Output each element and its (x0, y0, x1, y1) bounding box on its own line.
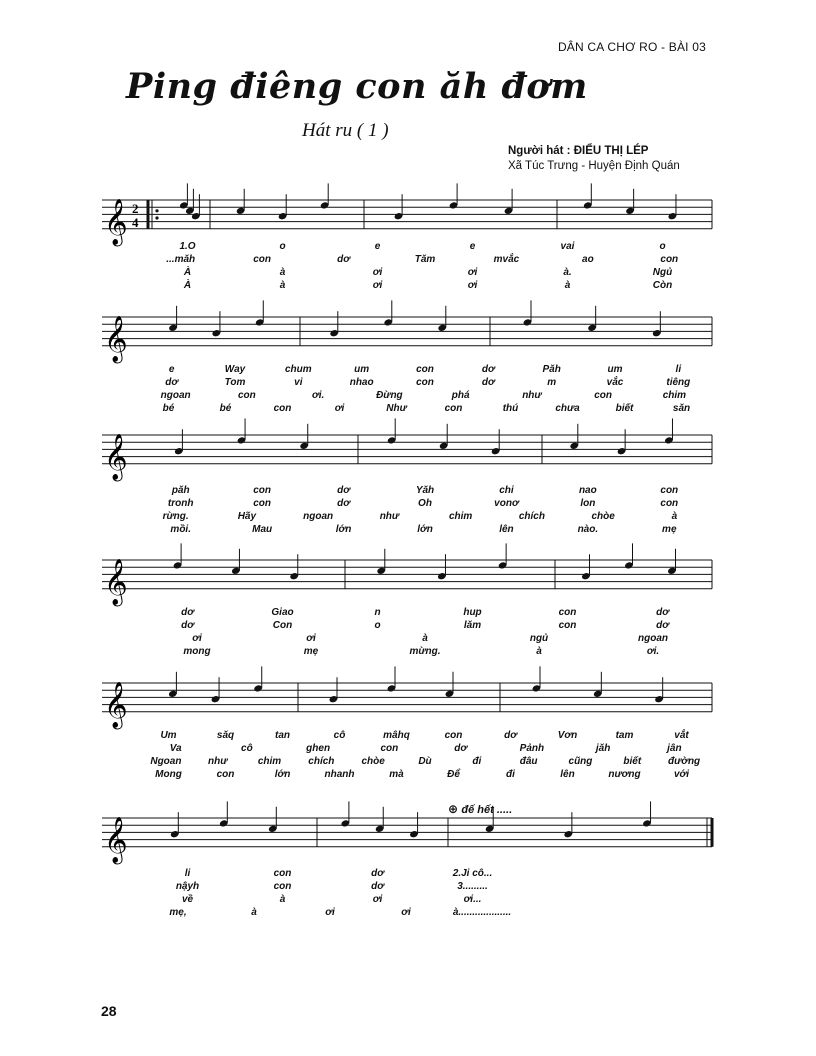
lyric-syllable: Oh (418, 498, 432, 509)
lyric-syllable: chích (518, 511, 545, 522)
lyric-syllable: chưa (555, 403, 580, 414)
lyric-syllable: ơi (306, 633, 316, 644)
lyric-syllable: à (564, 280, 571, 291)
lyric-syllable: 3......... (457, 881, 488, 892)
lyric-syllable: phá (451, 390, 470, 401)
lyric-syllable: Vơn (557, 730, 578, 741)
lyric-syllable: lớn (274, 769, 291, 780)
lyric-syllable: mà (389, 769, 404, 780)
lyric-syllable: lớn (417, 524, 433, 535)
lyric-syllable: con (660, 254, 679, 265)
lyric-syllable: Ngoan (150, 756, 182, 767)
lyric-syllable: ơi (372, 267, 383, 278)
lyric-syllable: đi (506, 769, 515, 780)
lyric-syllable: à. (563, 267, 572, 278)
lyric-line (100, 403, 720, 416)
lyric-syllable: à (536, 646, 542, 657)
lyric-syllable: chim (448, 511, 473, 522)
singer-credit: Người hát : ĐIỂU THỊ LÉP (508, 145, 649, 157)
lyric-line (100, 390, 720, 403)
lyric-syllable: e (168, 364, 175, 375)
lyric-line (100, 633, 720, 646)
lyric-syllable: biết (615, 403, 634, 414)
lyric-syllable: jân (667, 743, 682, 754)
lyric-line (100, 241, 720, 254)
lyric-syllable: Dù (418, 756, 432, 767)
lyric-syllable: về (181, 894, 194, 905)
lyric-syllable: con (380, 743, 399, 754)
lyric-syllable: à (251, 907, 257, 918)
lyric-syllable: cũng (568, 756, 593, 767)
lyric-syllable: rừng. (162, 511, 189, 522)
lyric-syllable: mvắc (493, 254, 520, 265)
lyric-syllable: Để (447, 769, 460, 780)
treble-clef-icon: 𝄞 (104, 315, 128, 362)
lyric-syllable: như (379, 511, 400, 522)
lyric-syllable: dơ (371, 881, 384, 892)
lyric-syllable: Mong (155, 769, 182, 780)
song-subtitle: Hát ru ( 1 ) (302, 120, 389, 141)
lyric-syllable: vi (294, 377, 303, 388)
lyric-syllable: ơi (467, 267, 478, 278)
lyric-syllable: con (558, 620, 577, 631)
lyric-syllable: ghen (306, 743, 331, 754)
lyric-syllable: mẹ, (169, 907, 187, 918)
lyric-syllable: con (416, 377, 434, 388)
lyric-syllable: dơ (454, 743, 468, 754)
lyric-syllable: mừng. (409, 646, 441, 657)
lyric-syllable: chích (308, 756, 335, 767)
lyric-syllable: chim (257, 756, 282, 767)
lyric-syllable: con (558, 607, 577, 618)
lyric-syllable: Way (224, 364, 246, 375)
lyric-syllable: dơ (481, 364, 495, 375)
lyric-line (100, 894, 720, 907)
lyric-syllable: à (422, 633, 428, 644)
lyric-syllable: ơi. (311, 390, 325, 401)
lyric-syllable: nào. (577, 524, 599, 535)
lyric-syllable: ơi (325, 907, 335, 918)
lyric-syllable: păh (171, 485, 190, 496)
lyric-syllable: lên (499, 524, 514, 535)
treble-clef-icon: 𝄞 (104, 681, 128, 728)
lyric-syllable: li (675, 364, 682, 375)
lyric-syllable: biết (623, 756, 642, 767)
lyric-syllable: nậyh (175, 881, 200, 892)
lyric-line (100, 254, 720, 267)
lyric-line (100, 620, 720, 633)
lyric-syllable: ơi (467, 280, 478, 291)
lyric-syllable: mẹ (303, 646, 319, 657)
lyric-syllable: Tom (224, 377, 246, 388)
lyric-syllable: mẹ (662, 524, 677, 535)
lyric-syllable: ơi (401, 907, 411, 918)
lyric-syllable: ngủ (529, 633, 549, 644)
lyric-syllable: 1.O (179, 241, 196, 252)
lyric-syllable: chòe (361, 756, 385, 767)
lyric-syllable: Tăm (414, 254, 436, 265)
lyric-syllable: vắt (674, 730, 689, 741)
lyric-syllable: dơ (165, 377, 179, 388)
lyric-syllable: à................... (452, 907, 512, 918)
lyric-syllable: ngoan (638, 633, 668, 644)
treble-clef-icon: 𝄞 (104, 558, 128, 605)
lyric-line (100, 730, 720, 743)
lyric-syllable: Còn (652, 280, 673, 291)
lyric-syllable: dơ (504, 730, 517, 741)
lyric-syllable: Um (160, 730, 177, 741)
lyric-syllable: Đừng (376, 390, 403, 401)
lyric-syllable: À (183, 267, 192, 278)
lyric-syllable: vai (560, 241, 575, 252)
page-number: 28 (101, 1003, 117, 1019)
lyric-syllable: Ngủ (652, 267, 673, 278)
lyric-syllable: con (253, 485, 272, 496)
lyric-syllable: Mau (252, 524, 273, 535)
lyric-syllable: chum (284, 364, 312, 375)
lyric-syllable: lớn (335, 524, 352, 535)
lyric-line (100, 646, 720, 659)
lyric-syllable: lăm (463, 620, 482, 631)
lyric-syllable: o (279, 241, 286, 252)
lyric-line (100, 511, 720, 524)
lyric-syllable: dơ (337, 254, 350, 265)
lyric-syllable: à (279, 894, 286, 905)
lyric-syllable: ngoan (303, 511, 334, 522)
lyric-syllable: cô (333, 730, 346, 741)
lyric-syllable: n (374, 607, 381, 618)
lyric-syllable: con (273, 868, 292, 879)
lyric-syllable: dơ (481, 377, 495, 388)
lyric-syllable: đâu (519, 756, 538, 767)
lyric-line (100, 524, 720, 537)
lyric-syllable: chi (499, 485, 514, 496)
lyric-syllable: ngoan (160, 390, 191, 401)
lyric-syllable: nao (578, 485, 597, 496)
lyric-line (100, 377, 720, 390)
lyric-line (100, 907, 720, 920)
lyric-syllable: ao (582, 254, 594, 265)
lyric-syllable: săn (672, 403, 691, 414)
treble-clef-icon: 𝄞 (104, 816, 128, 863)
lyric-syllable: thú (502, 403, 519, 414)
lyric-syllable: dơ (181, 620, 194, 631)
lyric-syllable: vắc (606, 377, 624, 388)
lyric-syllable: bé (162, 403, 175, 414)
lyric-syllable: nương (608, 769, 641, 780)
lyric-syllable: ơi (372, 894, 383, 905)
lyric-syllable: bé (219, 403, 232, 414)
lyric-line (100, 769, 720, 782)
time-signature-denominator: 4 (132, 215, 139, 230)
lyric-syllable: o (374, 620, 381, 631)
lyric-syllable: Hãy (237, 511, 257, 522)
lyric-syllable: ơi (334, 403, 345, 414)
lyric-syllable: li (184, 868, 191, 879)
lyric-syllable: à (671, 511, 678, 522)
repeat-dot (155, 216, 158, 219)
lyric-syllable: dơ (656, 607, 669, 618)
lyric-syllable: với (673, 769, 690, 780)
lyric-line (100, 364, 720, 377)
lyric-syllable: con (253, 498, 272, 509)
lyric-syllable: dơ (337, 485, 350, 496)
lyric-syllable: tiêng (666, 377, 691, 388)
lyric-syllable: Yăh (415, 485, 435, 496)
lyric-syllable: o (659, 241, 666, 252)
lyric-line (100, 607, 720, 620)
lyric-line (100, 743, 720, 756)
time-signature-numerator: 2 (132, 201, 139, 216)
lyric-syllable: tan (275, 730, 290, 741)
lyric-syllable: mâhq (383, 730, 410, 741)
lyric-syllable: ơi... (463, 894, 482, 905)
lyric-syllable: Va (169, 743, 182, 754)
repeat-dot (155, 209, 158, 212)
lyric-syllable: nhanh (324, 769, 355, 780)
lyric-syllable: ơi (372, 280, 383, 291)
lyric-syllable: Như (386, 403, 407, 414)
lyric-syllable: jăh (595, 743, 611, 754)
lyric-syllable: e (469, 241, 476, 252)
lyric-syllable: chim (662, 390, 687, 401)
lyric-syllable: Giao (271, 607, 294, 618)
lyric-syllable: um (607, 364, 623, 375)
lyric-syllable: như (208, 756, 228, 767)
treble-clef-icon: 𝄞 (104, 198, 128, 245)
coda-text: đế hết ..... (461, 804, 513, 816)
lyric-syllable: Păh (542, 364, 561, 375)
coda-icon: ⊕ (448, 802, 462, 816)
lyric-syllable: um (354, 364, 370, 375)
lyric-syllable: hup (463, 607, 482, 618)
lyric-line (100, 498, 720, 511)
lyric-syllable: ơi (192, 633, 202, 644)
lyric-syllable: 2.Ji cô... (452, 868, 493, 879)
lyric-syllable: con (253, 254, 272, 265)
lyric-syllable: con (660, 498, 679, 509)
lyric-syllable: Con (272, 620, 293, 631)
lyric-syllable: ...măh (166, 254, 196, 265)
lyric-syllable: à (279, 267, 286, 278)
lyric-syllable: vonơ (494, 498, 519, 509)
lyric-syllable: dơ (656, 620, 669, 631)
lyric-line (100, 881, 720, 894)
lyric-syllable: mồi. (170, 524, 191, 535)
lyric-syllable: con (273, 881, 292, 892)
lyric-syllable: cô (241, 743, 253, 754)
lyric-syllable: chòe (591, 511, 615, 522)
lyric-syllable: con (416, 364, 434, 375)
song-title: Ping điêng con ăh đơm (126, 66, 588, 107)
lyric-syllable: đi (472, 756, 482, 767)
lyric-syllable: ơi. (646, 646, 660, 657)
treble-clef-icon: 𝄞 (104, 433, 128, 480)
lyric-syllable: nhao (349, 377, 374, 388)
lyric-line (100, 756, 720, 769)
lyric-syllable: con (273, 403, 292, 414)
lyric-syllable: m (547, 377, 557, 388)
lyric-syllable: săq (216, 730, 235, 741)
lyric-line (100, 280, 720, 293)
lyric-syllable: tronh (167, 498, 194, 509)
lyric-syllable: à (279, 280, 286, 291)
lyric-line (100, 267, 720, 280)
origin-credit: Xã Túc Trưng - Huyện Định Quán (508, 160, 680, 172)
lyric-syllable: lon (580, 498, 596, 509)
lyric-syllable: À (183, 280, 192, 291)
lyric-line (100, 868, 720, 881)
lyric-syllable: mong (183, 646, 211, 657)
lyric-syllable: tam (615, 730, 634, 741)
lyric-syllable: lên (560, 769, 575, 780)
lyric-syllable: dơ (371, 868, 384, 879)
lyric-syllable: e (374, 241, 381, 252)
lyric-syllable: dơ (337, 498, 350, 509)
lyric-syllable: con (444, 403, 463, 414)
lyric-syllable: con (660, 485, 679, 496)
lyric-syllable: con (216, 769, 235, 780)
lyric-syllable: Pảnh (519, 743, 545, 754)
lyric-syllable: dơ (181, 607, 194, 618)
lyric-syllable: con (237, 390, 256, 401)
lyric-syllable: như (522, 390, 542, 401)
lyric-syllable: con (444, 730, 463, 741)
lyric-syllable: con (594, 390, 613, 401)
lyric-syllable: đường (667, 756, 701, 767)
lyric-line (100, 485, 720, 498)
collection-header: DÂN CA CHƠ RO - BÀI 03 (557, 40, 706, 54)
